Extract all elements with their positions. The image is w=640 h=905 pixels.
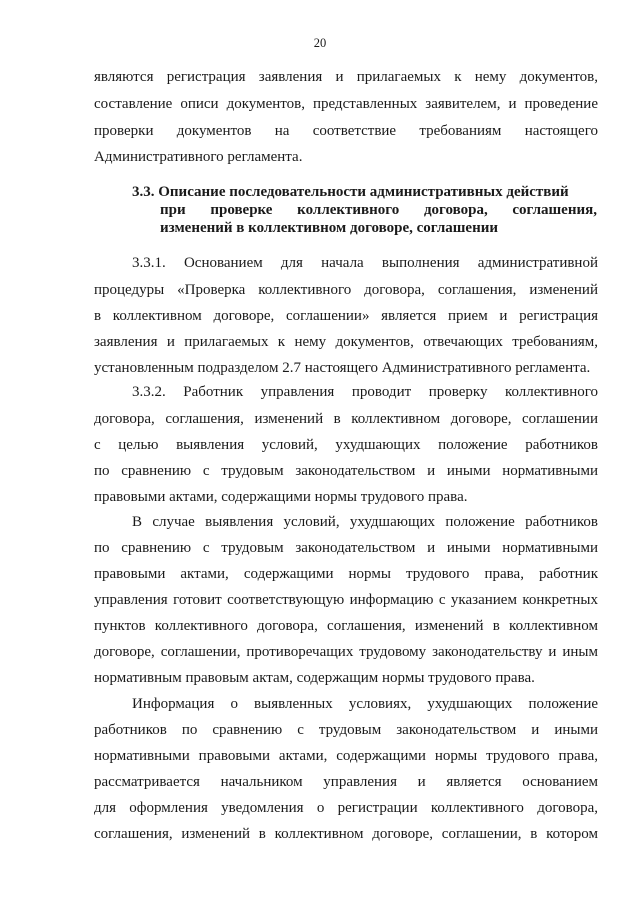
text-line: В случае выявления условий, ухудшающих положение работников xyxy=(132,514,598,530)
text-line: проверки документов на соответствие требованиям настоящего xyxy=(94,123,598,139)
text-line: с целью выявления условий, ухудшающих положение работников xyxy=(94,437,598,453)
text-line: договора, соглашения, изменений в коллективном договоре, соглашении xyxy=(94,411,598,427)
text-line: 3.3.2. Работник управления проводит проверку коллективного xyxy=(132,384,598,400)
text-line: Административного регламента. xyxy=(94,149,303,165)
text-line: Информация о выявленных условиях, ухудшающих положение xyxy=(132,696,598,712)
text-line: установленным подразделом 2.7 настоящего Административного регламента. xyxy=(94,360,591,376)
heading-line: при проверке коллективного договора, соглашения, xyxy=(160,202,597,218)
text-line: составление описи документов, представленных заявителем, и проведение xyxy=(94,96,598,112)
text-line: правовыми актами, содержащими нормы трудового права, работник xyxy=(94,566,598,582)
text-line: 3.3.1. Основанием для начала выполнения административной xyxy=(132,255,598,271)
page-number: 20 xyxy=(313,36,327,50)
text-line: процедуры «Проверка коллективного договора, соглашения, изменений xyxy=(94,282,598,298)
text-line: по сравнению с трудовым законодательством и иными нормативными xyxy=(94,463,598,479)
text-line: заявления и прилагаемых к нему документов, отвечающих требованиям, xyxy=(94,334,598,350)
text-line: пунктов коллективного договора, соглашения, изменений в коллективном xyxy=(94,618,598,634)
text-line: рассматривается начальником управления и является основанием xyxy=(94,774,598,790)
text-line: в коллективном договоре, соглашении» является прием и регистрация xyxy=(94,308,598,324)
text-line: по сравнению с трудовым законодательством и иными нормативными xyxy=(94,540,598,556)
text-line: договоре, соглашении, противоречащих трудовому законодательству и иным xyxy=(94,644,598,660)
text-line: для оформления уведомления о регистрации коллективного договора, xyxy=(94,800,598,816)
heading-line: 3.3. Описание последовательности административных действий xyxy=(132,184,569,200)
text-line: работников по сравнению с трудовым законодательством и иными xyxy=(94,722,598,738)
text-line: правовыми актами, содержащими нормы трудового права. xyxy=(94,489,468,505)
text-line: соглашения, изменений в коллективном договоре, соглашении, в котором xyxy=(94,826,598,842)
text-line: нормативным правовым актам, содержащим нормы трудового права. xyxy=(94,670,535,686)
heading-line: изменений в коллективном договоре, соглашении xyxy=(160,220,498,236)
text-line: нормативными правовыми актами, содержащими нормы трудового права, xyxy=(94,748,598,764)
text-line: управления готовит соответствующую информацию с указанием конкретных xyxy=(94,592,598,608)
text-line: являются регистрация заявления и прилагаемых к нему документов, xyxy=(94,69,598,85)
